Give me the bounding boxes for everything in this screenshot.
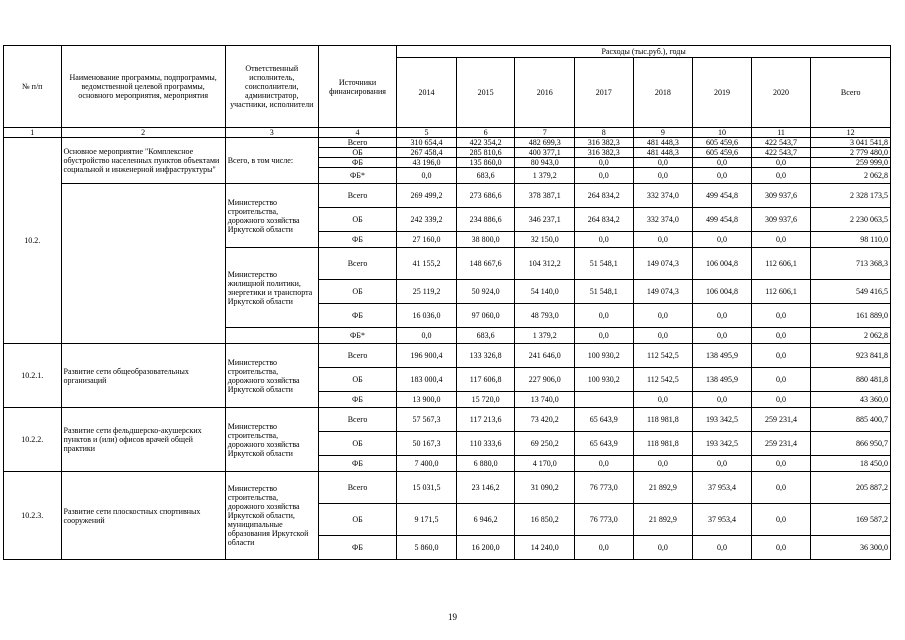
header-year: 2017 [575, 58, 634, 128]
value-cell: 0,0 [633, 392, 693, 408]
value-cell: 15 720,0 [456, 392, 515, 408]
value-cell: 118 981,8 [633, 432, 693, 456]
value-cell: 499 454,8 [693, 208, 752, 232]
column-number: 6 [456, 128, 515, 138]
value-cell: 269 499,2 [397, 184, 457, 208]
total-cell: 713 368,3 [811, 248, 891, 280]
column-number: 7 [515, 128, 575, 138]
value-cell: 112 542,5 [633, 368, 693, 392]
total-cell: 885 400,7 [811, 408, 891, 432]
value-cell: 16 850,2 [515, 504, 575, 536]
value-cell: 0,0 [633, 168, 693, 184]
funding-source: ФБ [318, 304, 396, 328]
value-cell: 43 196,0 [397, 158, 457, 168]
value-cell: 31 090,2 [515, 472, 575, 504]
value-cell: 0,0 [397, 328, 457, 344]
total-cell: 2 230 063,5 [811, 208, 891, 232]
item-name: Развитие сети общеобразовательных организаций [61, 344, 225, 408]
value-cell: 0,0 [633, 536, 693, 560]
value-cell: 110 333,6 [456, 432, 515, 456]
funding-source: Всего [318, 344, 396, 368]
value-cell: 100 930,2 [575, 368, 634, 392]
column-number: 1 [4, 128, 62, 138]
table-row [4, 138, 891, 148]
value-cell: 97 060,0 [456, 304, 515, 328]
value-cell: 21 892,9 [633, 504, 693, 536]
total-cell: 2 062,8 [811, 168, 891, 184]
value-cell: 37 953,4 [693, 472, 752, 504]
value-cell: 112 542,5 [633, 344, 693, 368]
item-code: 10.2.1. [4, 344, 62, 408]
total-cell: 18 450,0 [811, 456, 891, 472]
value-cell: 0,0 [751, 168, 811, 184]
value-cell: 0,0 [633, 232, 693, 248]
value-cell: 193 342,5 [693, 432, 752, 456]
funding-source: ФБ [318, 536, 396, 560]
value-cell: 118 981,8 [633, 408, 693, 432]
value-cell: 0,0 [575, 536, 634, 560]
value-cell: 9 171,5 [397, 504, 457, 536]
value-cell: 316 382,3 [575, 148, 634, 158]
value-cell: 0,0 [633, 304, 693, 328]
funding-source: ФБ* [318, 168, 396, 184]
value-cell: 0,0 [693, 392, 752, 408]
value-cell: 5 860,0 [397, 536, 457, 560]
executor: Министерство строительства, дорожного хозяйства Иркутской области [225, 408, 318, 472]
column-number: 5 [397, 128, 457, 138]
total-cell: 923 841,8 [811, 344, 891, 368]
value-cell: 267 458,4 [397, 148, 457, 158]
funding-source: ОБ [318, 368, 396, 392]
header-year: 2019 [693, 58, 752, 128]
value-cell: 51 548,1 [575, 248, 634, 280]
value-cell: 138 495,9 [693, 344, 752, 368]
value-cell: 16 200,0 [456, 536, 515, 560]
value-cell: 309 937,6 [751, 184, 811, 208]
total-cell: 549 416,5 [811, 280, 891, 304]
header-expenses-group: Расходы (тыс.руб.), годы [397, 46, 891, 58]
value-cell: 332 374,0 [633, 208, 693, 232]
total-cell: 169 587,2 [811, 504, 891, 536]
value-cell: 6 946,2 [456, 504, 515, 536]
value-cell: 15 031,5 [397, 472, 457, 504]
header-total: Всего [811, 58, 891, 128]
value-cell: 0,0 [751, 304, 811, 328]
value-cell: 14 240,0 [515, 536, 575, 560]
value-cell: 149 074,3 [633, 280, 693, 304]
header-year: 2020 [751, 58, 811, 128]
value-cell: 605 459,6 [693, 148, 752, 158]
value-cell: 23 146,2 [456, 472, 515, 504]
value-cell: 481 448,3 [633, 148, 693, 158]
column-number: 4 [318, 128, 396, 138]
executor: Министерство жилищной политики, энергетики и транспорта Иркутской области [225, 248, 318, 328]
value-cell: 346 237,1 [515, 208, 575, 232]
total-cell: 866 950,7 [811, 432, 891, 456]
value-cell: 683,6 [456, 328, 515, 344]
value-cell: 57 567,3 [397, 408, 457, 432]
total-cell: 205 887,2 [811, 472, 891, 504]
table-row [4, 472, 891, 504]
value-cell: 285 810,6 [456, 148, 515, 158]
funding-source: ОБ [318, 280, 396, 304]
value-cell: 0,0 [693, 536, 752, 560]
total-cell: 36 300,0 [811, 536, 891, 560]
value-cell [575, 392, 634, 408]
value-cell: 264 834,2 [575, 208, 634, 232]
header-executor: Ответственный исполнитель, соисполнители, администратор, участники, исполнители [225, 46, 318, 128]
value-cell: 400 377,1 [515, 148, 575, 158]
column-number: 9 [633, 128, 693, 138]
column-number: 12 [811, 128, 891, 138]
column-number: 11 [751, 128, 811, 138]
column-number: 10 [693, 128, 752, 138]
value-cell: 241 646,0 [515, 344, 575, 368]
value-cell: 309 937,6 [751, 208, 811, 232]
value-cell: 0,0 [751, 328, 811, 344]
total-cell: 43 360,0 [811, 392, 891, 408]
value-cell: 117 606,8 [456, 368, 515, 392]
executor: Министерство строительства, дорожного хозяйства Иркутской области, муниципальные образования Иркутской области [225, 472, 318, 560]
value-cell: 0,0 [693, 304, 752, 328]
value-cell: 106 004,8 [693, 280, 752, 304]
header-year: 2018 [633, 58, 693, 128]
value-cell: 41 155,2 [397, 248, 457, 280]
value-cell: 0,0 [751, 472, 811, 504]
value-cell: 0,0 [397, 168, 457, 184]
value-cell: 106 004,8 [693, 248, 752, 280]
value-cell: 149 074,3 [633, 248, 693, 280]
table-row [4, 344, 891, 368]
funding-source: Всего [318, 138, 396, 148]
value-cell: 234 886,6 [456, 208, 515, 232]
funding-source: ОБ [318, 504, 396, 536]
value-cell: 482 699,3 [515, 138, 575, 148]
header-year: 2016 [515, 58, 575, 128]
value-cell: 0,0 [575, 304, 634, 328]
funding-source: Всего [318, 184, 396, 208]
value-cell: 0,0 [751, 504, 811, 536]
value-cell: 7 400,0 [397, 456, 457, 472]
value-cell: 259 231,4 [751, 432, 811, 456]
executor: Министерство строительства, дорожного хозяйства Иркутской области [225, 344, 318, 408]
value-cell: 378 387,1 [515, 184, 575, 208]
table-row [4, 184, 891, 208]
value-cell: 0,0 [693, 456, 752, 472]
item-name: Развитие сети фельдшерско-акушерских пунктов и (или) офисов врачей общей практики [61, 408, 225, 472]
value-cell: 13 900,0 [397, 392, 457, 408]
value-cell: 38 800,0 [456, 232, 515, 248]
value-cell: 0,0 [633, 158, 693, 168]
column-number: 3 [225, 128, 318, 138]
total-cell: 880 481,8 [811, 368, 891, 392]
value-cell: 0,0 [633, 328, 693, 344]
item-code: 10.2.3. [4, 472, 62, 560]
header-year: 2014 [397, 58, 457, 128]
value-cell: 112 606,1 [751, 280, 811, 304]
value-cell: 332 374,0 [633, 184, 693, 208]
page-number: 19 [448, 612, 457, 622]
value-cell: 50 924,0 [456, 280, 515, 304]
value-cell: 69 250,2 [515, 432, 575, 456]
funding-source: Всего [318, 408, 396, 432]
value-cell: 264 834,2 [575, 184, 634, 208]
value-cell: 193 342,5 [693, 408, 752, 432]
header-name: Наименование программы, подпрограммы, ведомственной целевой программы, основного мероприятия, мероприятия [61, 46, 225, 128]
item-code: 10.2.2. [4, 408, 62, 472]
value-cell: 0,0 [575, 456, 634, 472]
value-cell: 0,0 [633, 456, 693, 472]
value-cell: 1 379,2 [515, 328, 575, 344]
value-cell: 0,0 [751, 158, 811, 168]
value-cell: 112 606,1 [751, 248, 811, 280]
header-year: 2015 [456, 58, 515, 128]
value-cell: 135 860,0 [456, 158, 515, 168]
value-cell: 0,0 [751, 232, 811, 248]
total-cell: 2 328 173,5 [811, 184, 891, 208]
funding-source: ФБ* [318, 328, 396, 344]
value-cell: 4 170,0 [515, 456, 575, 472]
funding-source: ФБ [318, 392, 396, 408]
value-cell: 32 150,0 [515, 232, 575, 248]
funding-source: Всего [318, 248, 396, 280]
item-name: Развитие сети плоскостных спортивных сооружений [61, 472, 225, 560]
value-cell: 104 312,2 [515, 248, 575, 280]
value-cell: 183 000,4 [397, 368, 457, 392]
value-cell: 76 773,0 [575, 504, 634, 536]
value-cell: 117 213,6 [456, 408, 515, 432]
value-cell: 65 643,9 [575, 408, 634, 432]
column-number: 2 [61, 128, 225, 138]
value-cell: 27 160,0 [397, 232, 457, 248]
value-cell: 37 953,4 [693, 504, 752, 536]
budget-table [3, 45, 891, 560]
item-code: 10.2. [4, 138, 62, 344]
value-cell: 76 773,0 [575, 472, 634, 504]
value-cell: 148 667,6 [456, 248, 515, 280]
value-cell: 242 339,2 [397, 208, 457, 232]
value-cell: 0,0 [751, 344, 811, 368]
value-cell: 0,0 [693, 328, 752, 344]
total-cell: 3 041 541,8 [811, 138, 891, 148]
value-cell: 0,0 [693, 158, 752, 168]
value-cell: 683,6 [456, 168, 515, 184]
value-cell: 54 140,0 [515, 280, 575, 304]
value-cell: 0,0 [575, 328, 634, 344]
value-cell: 25 119,2 [397, 280, 457, 304]
total-cell: 161 889,0 [811, 304, 891, 328]
value-cell: 499 454,8 [693, 184, 752, 208]
value-cell: 138 495,9 [693, 368, 752, 392]
value-cell: 481 448,3 [633, 138, 693, 148]
table-row [4, 408, 891, 432]
value-cell: 0,0 [575, 168, 634, 184]
value-cell: 65 643,9 [575, 432, 634, 456]
value-cell: 422 354,2 [456, 138, 515, 148]
value-cell: 50 167,3 [397, 432, 457, 456]
value-cell: 1 379,2 [515, 168, 575, 184]
value-cell: 0,0 [575, 158, 634, 168]
value-cell: 0,0 [751, 392, 811, 408]
value-cell: 0,0 [693, 168, 752, 184]
value-cell: 316 382,3 [575, 138, 634, 148]
header-source: Источники финансирования [318, 46, 396, 128]
value-cell: 273 686,6 [456, 184, 515, 208]
value-cell: 0,0 [751, 536, 811, 560]
funding-source: ФБ [318, 158, 396, 168]
value-cell: 0,0 [751, 368, 811, 392]
value-cell: 310 654,4 [397, 138, 457, 148]
value-cell: 196 900,4 [397, 344, 457, 368]
funding-source: ФБ [318, 232, 396, 248]
value-cell: 48 793,0 [515, 304, 575, 328]
total-cell: 98 110,0 [811, 232, 891, 248]
value-cell: 422 543,7 [751, 148, 811, 158]
funding-source: ФБ [318, 456, 396, 472]
value-cell: 6 880,0 [456, 456, 515, 472]
funding-source: ОБ [318, 432, 396, 456]
total-cell: 2 779 480,0 [811, 148, 891, 158]
value-cell: 13 740,0 [515, 392, 575, 408]
total-cell: 2 062,8 [811, 328, 891, 344]
value-cell: 227 906,0 [515, 368, 575, 392]
value-cell: 16 036,0 [397, 304, 457, 328]
item-name: Основное мероприятие "Комплексное обустройство населенных пунктов объектами социальной и инженерной инфраструктуры" [61, 138, 225, 184]
value-cell: 0,0 [751, 456, 811, 472]
item-name-empty [61, 184, 225, 344]
value-cell: 605 459,6 [693, 138, 752, 148]
header-num: № п/п [4, 46, 62, 128]
executor: Всего, в том числе: [225, 138, 318, 184]
column-number: 8 [575, 128, 634, 138]
value-cell: 0,0 [575, 232, 634, 248]
funding-source: ОБ [318, 148, 396, 158]
funding-source: Всего [318, 472, 396, 504]
value-cell: 21 892,9 [633, 472, 693, 504]
value-cell: 51 548,1 [575, 280, 634, 304]
budget-table-wrapper [3, 45, 891, 560]
value-cell: 133 326,8 [456, 344, 515, 368]
executor-empty [225, 328, 318, 344]
value-cell: 0,0 [693, 232, 752, 248]
value-cell: 73 420,2 [515, 408, 575, 432]
value-cell: 80 943,0 [515, 158, 575, 168]
value-cell: 100 930,2 [575, 344, 634, 368]
value-cell: 422 543,7 [751, 138, 811, 148]
total-cell: 259 999,0 [811, 158, 891, 168]
executor: Министерство строительства, дорожного хозяйства Иркутской области [225, 184, 318, 248]
value-cell: 259 231,4 [751, 408, 811, 432]
funding-source: ОБ [318, 208, 396, 232]
